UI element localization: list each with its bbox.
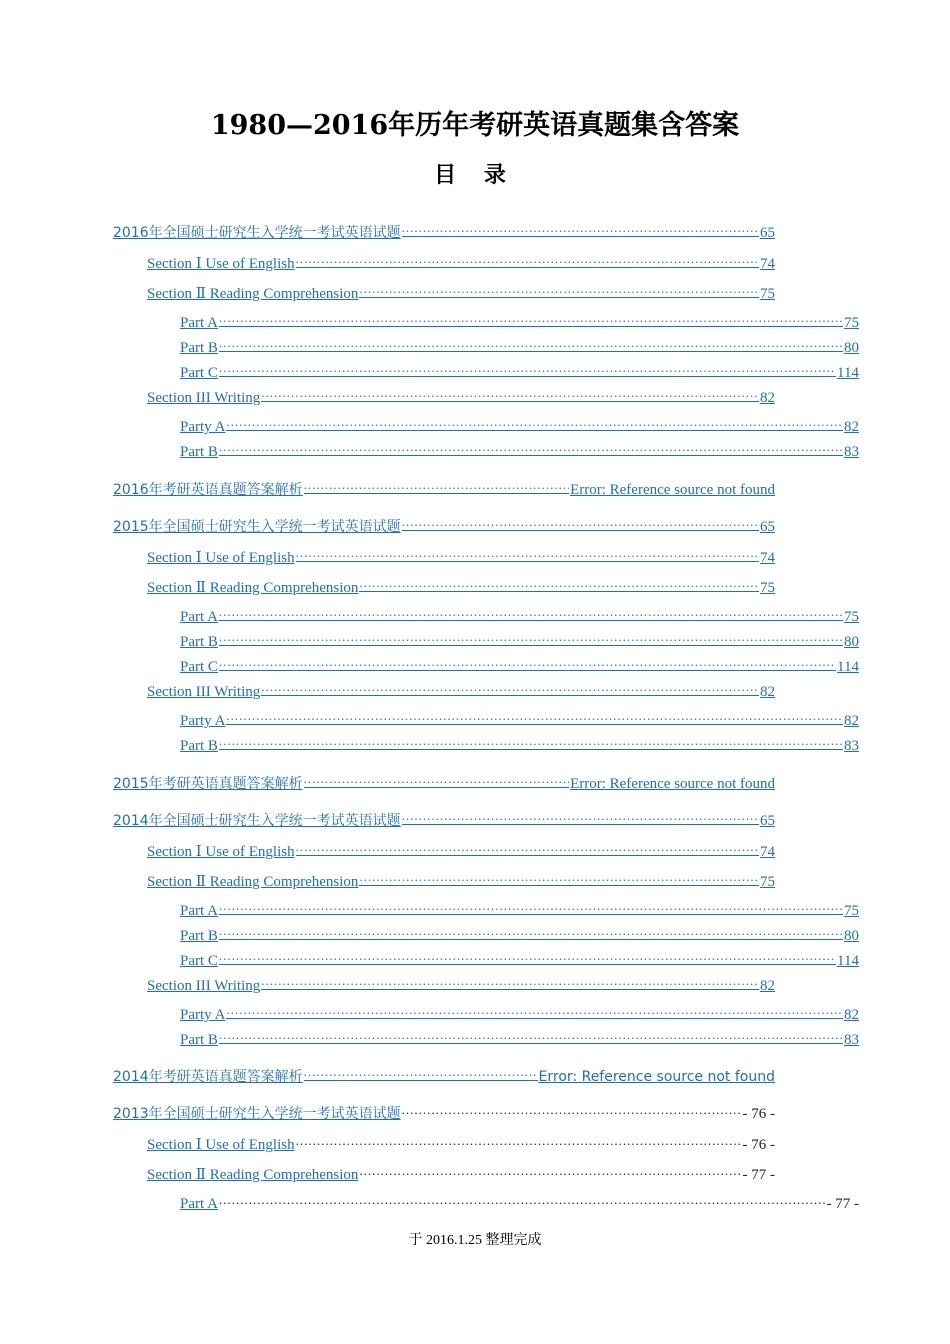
toc-entry[interactable] [180,1003,859,1023]
toc-entry-label: Party A [180,419,226,435]
toc-leader [402,221,759,237]
toc-entry-page: 74 [760,256,775,272]
toc-entry[interactable] [147,1164,775,1184]
toc-entry[interactable] [180,1193,859,1213]
toc-entry-page: 75 [844,609,859,625]
toc-entry-label: Part B [180,634,218,650]
toc-entry-page: Error: Reference source not found [570,482,775,498]
toc-entry-page: Error: Reference source not found [538,1069,775,1085]
toc-entry[interactable] [180,415,859,435]
toc-entry[interactable] [147,282,775,302]
toc-entry[interactable] [147,1134,775,1154]
toc-entry-label: Part C [180,659,218,675]
toc-entry[interactable] [180,336,859,356]
toc-entry[interactable] [113,515,775,535]
toc-entry-label: Party A [180,713,226,729]
toc-entry-page: 114 [837,953,859,969]
toc-leader [219,734,843,750]
toc-leader [226,1003,843,1019]
toc-leader [304,478,569,494]
toc-entry-page: - 77 - [742,1167,775,1183]
toc-entry-label: Part C [180,365,218,381]
toc-entry-label: Section Ⅱ Reading Comprehension [147,1167,359,1183]
toc-entry[interactable] [180,924,859,944]
toc-entry[interactable] [180,655,859,675]
toc-leader [219,1193,826,1208]
toc-leader [219,949,836,965]
toc-entry-page: 82 [844,1007,859,1023]
toc-entry-label: Part B [180,738,218,754]
toc-entry-label: Section III Writing [147,978,261,994]
toc-leader [219,630,843,646]
toc-entry-label: Part A [180,1196,218,1212]
toc-entry-page: 75 [844,315,859,331]
page-footer: 于 2016.1.25 整理完成 [408,1233,542,1248]
toc-entry-page: 80 [844,340,859,356]
toc-entry[interactable] [180,440,859,460]
toc-entry-label: Section Ⅰ Use of English [147,256,295,272]
toc-entry-page: 114 [837,659,859,675]
toc-entry[interactable] [180,311,859,331]
toc-entry[interactable] [180,605,859,625]
toc-entry-label: Party A [180,1007,226,1023]
document-title: 1980—2016年历年考研英语真题集含答案 [210,110,740,141]
toc-entry-page: 74 [760,550,775,566]
toc-leader [296,546,759,562]
toc-entry-page: 75 [760,874,775,890]
toc-entry[interactable] [147,546,775,566]
toc-entry-page: 82 [760,684,775,700]
toc-entry[interactable] [147,576,775,596]
toc-entry-label: Section Ⅱ Reading Comprehension [147,580,359,596]
toc-entry-label: Section Ⅰ Use of English [147,1137,295,1153]
toc-entry[interactable] [180,709,859,729]
toc-entry[interactable] [147,840,775,860]
toc-entry-page: 65 [760,813,775,829]
toc-leader [402,809,759,825]
toc-entry-label: Part B [180,1032,218,1048]
toc-leader [296,840,759,856]
toc-leader [219,311,843,327]
toc-entry-page: - 76 - [742,1137,775,1153]
toc-leader [226,709,843,725]
toc-entry-label: Section III Writing [147,390,261,406]
toc-leader [359,576,759,592]
toc-entry-label: Part B [180,444,218,460]
toc-leader [219,361,836,377]
toc-entry[interactable] [113,809,775,829]
toc-entry[interactable] [180,361,859,381]
toc-entry-page: 75 [844,903,859,919]
toc-leader [219,336,843,352]
toc-leader [402,515,759,531]
toc-entry-label: 2015年全国硕士研究生入学统一考试英语试题 [113,519,401,535]
toc-entry-page: 74 [760,844,775,860]
toc-entry-label: Part C [180,953,218,969]
toc-leader [219,924,843,940]
toc-entry[interactable] [113,1065,775,1085]
toc-entry-page: 82 [760,978,775,994]
toc-entry-page: 114 [837,365,859,381]
toc-leader [296,1134,742,1149]
toc-entry-page: - 76 - [742,1106,775,1122]
toc-entry[interactable] [113,772,775,792]
toc-leader [296,252,759,268]
toc-entry-label: Part A [180,609,218,625]
toc-entry-label: Part B [180,928,218,944]
toc-leader [219,440,843,456]
toc-entry-label: Section Ⅱ Reading Comprehension [147,874,359,890]
toc-entry-page: Error: Reference source not found [570,776,775,792]
toc-entry[interactable] [147,680,775,700]
toc-entry-label: 2014年考研英语真题答案解析 [113,1069,303,1085]
toc-entry-page: 82 [844,419,859,435]
toc-leader [261,386,759,402]
toc-leader [219,655,836,671]
toc-leader [219,899,843,915]
toc-entry[interactable] [113,1103,775,1123]
toc-leader [261,974,759,990]
toc-entry-label: Section Ⅰ Use of English [147,550,295,566]
toc-leader [359,1164,741,1179]
toc-entry-label: 2016年考研英语真题答案解析 [113,482,303,498]
toc-entry[interactable] [180,734,859,754]
toc-entry[interactable] [180,630,859,650]
toc-heading: 目 录 [434,162,516,188]
toc-entry[interactable] [180,949,859,969]
toc-entry[interactable] [147,870,775,890]
toc-leader [226,415,843,431]
toc-entry-label: Part B [180,340,218,356]
toc-entry[interactable] [147,252,775,272]
toc-entry-page: 83 [844,738,859,754]
toc-entry-label: Section Ⅱ Reading Comprehension [147,286,359,302]
toc-leader [219,1028,843,1044]
toc-entry[interactable] [113,221,775,241]
toc-leader [219,605,843,621]
toc-leader [359,870,759,886]
toc-entry[interactable] [147,974,775,994]
toc-leader [304,772,569,788]
toc-leader [304,1065,538,1081]
toc-entry[interactable] [147,386,775,406]
toc-entry[interactable] [180,899,859,919]
toc-entry-label: 2014年全国硕士研究生入学统一考试英语试题 [113,813,401,829]
toc-entry-page: 75 [760,286,775,302]
toc-entry[interactable] [180,1028,859,1048]
toc-entry-page: 83 [844,444,859,460]
toc-entry-page: 82 [760,390,775,406]
toc-entry-label: 2013年全国硕士研究生入学统一考试英语试题 [113,1106,401,1122]
toc-entry-label: 2016年全国硕士研究生入学统一考试英语试题 [113,225,401,241]
toc-entry-page: 65 [760,519,775,535]
toc-entry-label: 2015年考研英语真题答案解析 [113,776,303,792]
toc-entry-label: Section III Writing [147,684,261,700]
toc-entry-page: 80 [844,928,859,944]
toc-entry-label: Part A [180,903,218,919]
toc-entry[interactable] [113,478,775,498]
toc-leader [402,1103,742,1118]
toc-leader [261,680,759,696]
toc-entry-page: - 77 - [826,1196,859,1212]
toc-entry-page: 65 [760,225,775,241]
toc-entry-page: 75 [760,580,775,596]
toc-entry-label: Part A [180,315,218,331]
toc-leader [359,282,759,298]
toc-entry-label: Section Ⅰ Use of English [147,844,295,860]
toc-entry-page: 80 [844,634,859,650]
toc-entry-page: 82 [844,713,859,729]
toc-entry-page: 83 [844,1032,859,1048]
